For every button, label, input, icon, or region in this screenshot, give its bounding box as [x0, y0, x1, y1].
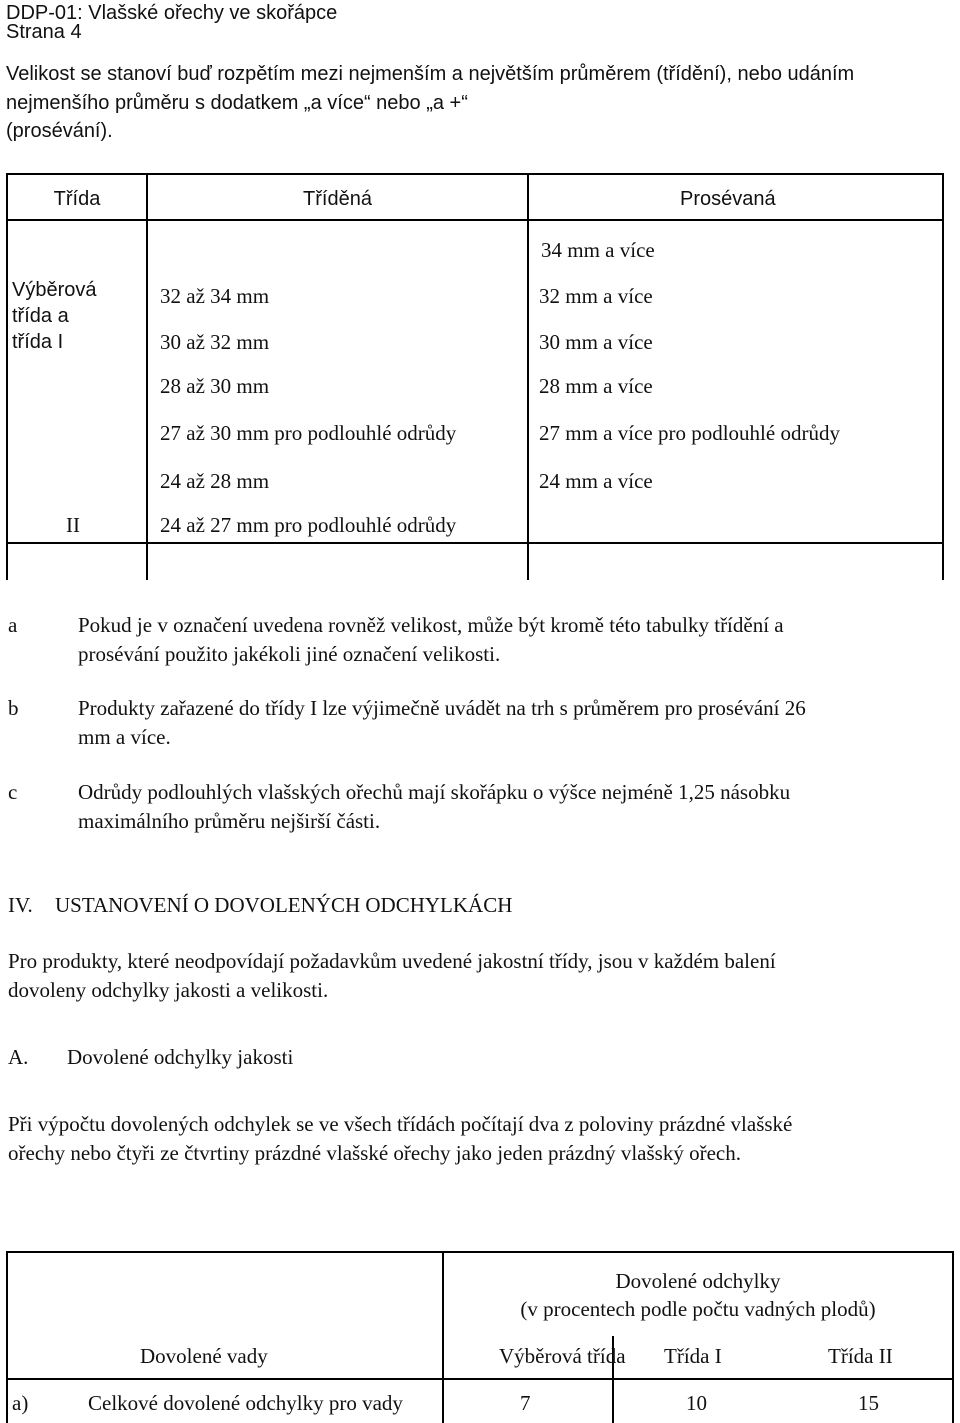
header-sieved: Prosévaná — [680, 188, 776, 210]
table-col-line-3 — [942, 173, 944, 580]
section-paragraph-line-1: Pro produkty, které neodpovídají požadavkům uvedené jakostní třídy, jsou v každém balení — [8, 949, 776, 973]
table-col-line-2 — [527, 173, 529, 580]
header-class: Třída — [53, 188, 101, 210]
intro-line-3: (prosévání). — [6, 120, 113, 142]
section-title: USTANOVENÍ O DOVOLENÝCH ODCHYLKÁCH — [55, 893, 513, 917]
sorted-range: 24 až 27 mm pro podlouhlé odrůdy — [160, 513, 457, 537]
column-header-defects: Dovolené vady — [140, 1344, 268, 1368]
footnote-mark: c — [8, 780, 18, 804]
table-row-divider — [6, 1378, 954, 1380]
footnote-text: Odrůdy podlouhlých vlašských ořechů mají skořápku o výšce nejméně 1,25 násobku — [78, 780, 791, 804]
sorted-range: 28 až 30 mm — [160, 374, 270, 398]
footnote-text: mm a více. — [78, 725, 171, 749]
subsection-paragraph-line-1: Při výpočtu dovolených odchylek se ve všech třídách počítají dva z poloviny prázdné vlašské — [8, 1112, 793, 1136]
table-col-line-0 — [6, 1251, 8, 1423]
tolerance-group-subheader: (v procentech podle počtu vadných plodů) — [520, 1297, 876, 1321]
section-paragraph-line-2: dovoleny odchylky jakosti a velikosti. — [8, 978, 329, 1002]
table-col-line-1 — [146, 173, 148, 580]
footnote-text: prosévání použito jakékoli jiné označení velikosti. — [78, 642, 501, 666]
sieved-size: 28 mm a více — [539, 374, 653, 398]
footnote-text: Produkty zařazené do třídy I lze výjimečně uvádět na trh s průměrem pro prosévání 26 — [78, 696, 806, 720]
table-col-line-0 — [6, 173, 8, 580]
column-header-extra-class: Výběrová třída — [499, 1344, 626, 1368]
sieved-size: 27 mm a více pro podlouhlé odrůdy — [539, 421, 840, 445]
value-extra-class: 7 — [520, 1391, 531, 1415]
subsection-title: Dovolené odchylky jakosti — [67, 1045, 294, 1069]
footnote-mark: a — [8, 613, 18, 637]
sorted-range: 24 až 28 mm — [160, 469, 270, 493]
footnote-mark: b — [8, 696, 19, 720]
section-number: IV. — [8, 893, 33, 917]
class-label-line-1: Výběrová — [12, 279, 97, 301]
class-label-line-2: třída a — [12, 305, 69, 327]
row-label: Celkové dovolené odchylky pro vady — [88, 1391, 403, 1415]
intro-line-1: Velikost se stanoví buď rozpětím mezi nejmenším a největším průměrem (třídění), nebo udáním — [6, 63, 855, 85]
subsection-paragraph-line-2: ořechy nebo čtyři ze čtvrtiny prázdné vlašské ořechy jako jeden prázdný vlašský ořech. — [8, 1141, 741, 1165]
class-label-line-3: třída I — [12, 331, 64, 353]
document-id: DDP-01: Vlašské ořechy ve skořápce — [6, 2, 338, 24]
class-label-ii: II — [66, 513, 80, 537]
table-col-line-3 — [952, 1251, 954, 1423]
tolerance-group-header: Dovolené odchylky — [615, 1269, 781, 1293]
subsection-letter: A. — [8, 1045, 29, 1069]
sorted-range: 30 až 32 mm — [160, 330, 270, 354]
sieved-size: 32 mm a více — [539, 284, 653, 308]
row-mark: a) — [12, 1391, 29, 1415]
value-class-ii: 15 — [858, 1391, 879, 1415]
sorted-range: 27 až 30 mm pro podlouhlé odrůdy — [160, 421, 457, 445]
column-header-class-i: Třída I — [664, 1344, 722, 1368]
sieved-size: 24 mm a více — [539, 469, 653, 493]
sieved-size: 30 mm a více — [539, 330, 653, 354]
column-header-class-ii: Třída II — [828, 1344, 893, 1368]
value-class-i: 10 — [686, 1391, 707, 1415]
intro-line-2: nejmenšího průměru s dodatkem „a více“ nebo „a +“ — [6, 92, 468, 114]
header-sorted: Tříděná — [303, 188, 372, 210]
sorted-range: 32 až 34 mm — [160, 284, 270, 308]
footnote-text: maximálního průměru nejširší části. — [78, 809, 381, 833]
sieved-size: 34 mm a více — [541, 238, 655, 262]
footnote-text: Pokud je v označení uvedena rovněž velikost, může být kromě této tabulky třídění a — [78, 613, 784, 637]
page-number: Strana 4 — [6, 21, 82, 43]
table-border-top — [6, 1251, 954, 1253]
